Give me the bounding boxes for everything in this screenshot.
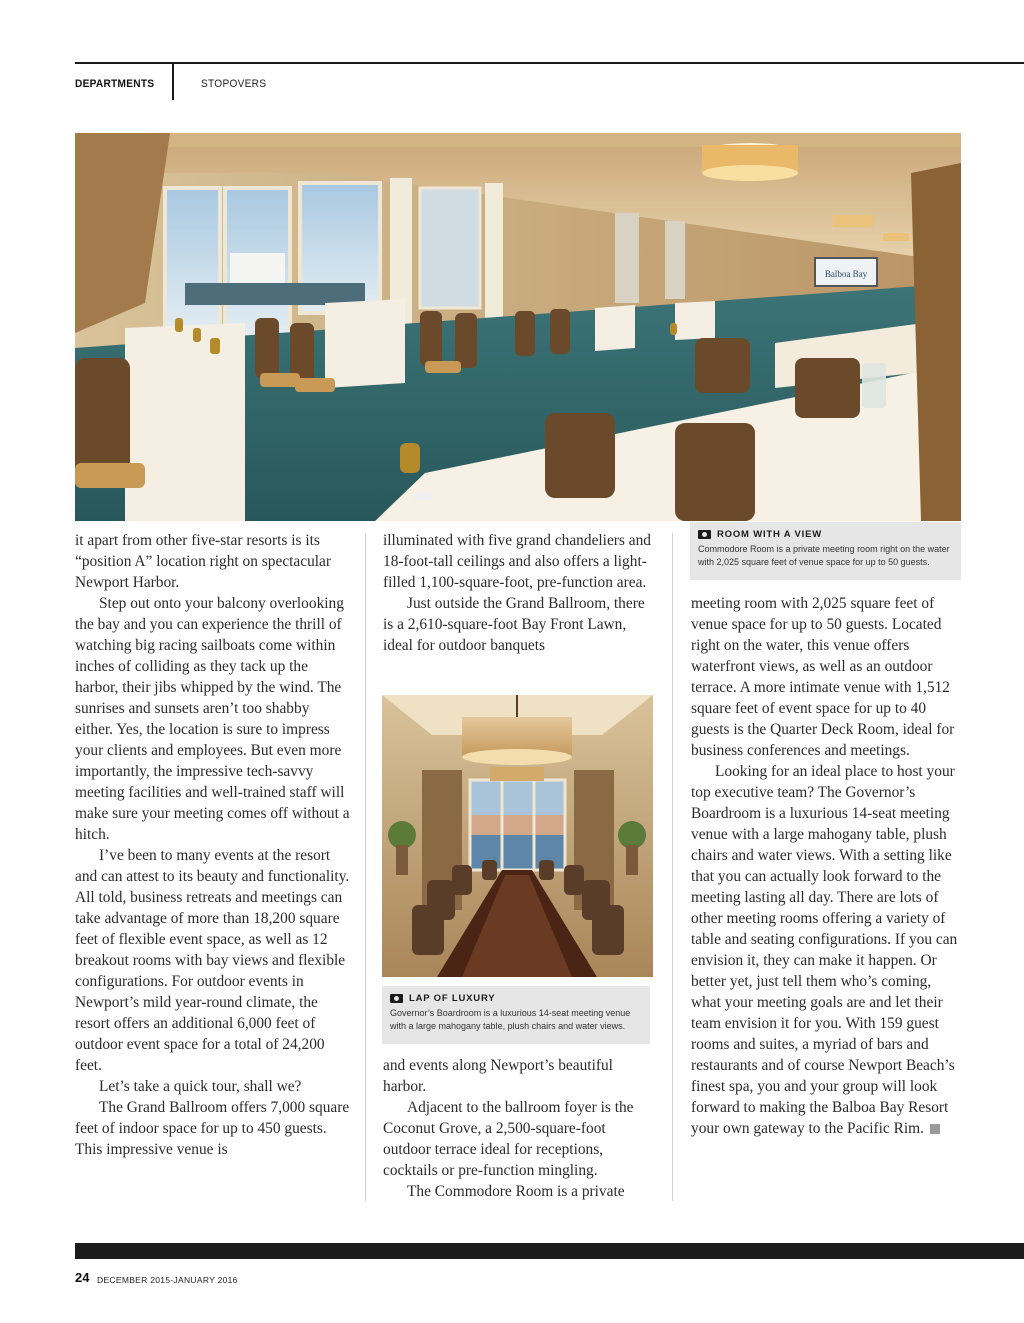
paragraph: Let’s take a quick tour, shall we?	[99, 1078, 302, 1095]
paragraph: and events along Newport’s beautiful harbor.	[383, 1057, 613, 1095]
camera-icon	[390, 994, 403, 1003]
caption-title: LAP OF LUXURY	[409, 993, 496, 1004]
end-mark-icon	[930, 1124, 940, 1134]
screen-logo: Balboa Bay	[824, 269, 868, 279]
department-label: STOPOVERS	[201, 78, 267, 90]
paragraph: illuminated with five grand chandeliers and 18-foot-tall ceilings and also offers a light-filled 1,100-square-foot, pre-function area.	[383, 532, 651, 591]
column-2-bottom	[383, 1055, 655, 1202]
caption-body: Commodore Room is a private meeting room right on the water with 2,025 square feet of venue space for up to 50 guests.	[698, 544, 950, 567]
section-label: DEPARTMENTS	[75, 78, 155, 90]
paragraph: The Commodore Room is a private	[407, 1183, 625, 1200]
paragraph	[691, 761, 963, 1139]
issue-date: DECEMBER 2015-JANUARY 2016	[97, 1275, 238, 1285]
column-3	[691, 593, 963, 1139]
paragraph: meeting room with 2,025 square feet of venue space for up to 50 guests. Located right on the water, this venue offers waterfront views, as well as an outdoor terrace. A more intimate venue with 1,512 square feet of event space for up to 40 guests is the Quarter Deck Room, ideal for business conferences and meetings.	[691, 595, 955, 759]
governors-boardroom-photo	[382, 695, 653, 977]
column-2-top	[383, 530, 655, 656]
column-rule	[672, 533, 673, 1201]
paragraph: The Grand Ballroom offers 7,000 square feet of indoor space for up to 450 guests. This impressive venue is	[75, 1099, 350, 1158]
caption-lap-of-luxury	[382, 986, 650, 1044]
footer-bar	[75, 1243, 1024, 1259]
paragraph: Just outside the Grand Ballroom, there is a 2,610-square-foot Bay Front Lawn, ideal for outdoor banquets	[383, 595, 645, 654]
caption-body: Governor’s Boardroom is a luxurious 14-seat meeting venue with a large mahogany table, plush chairs and water views.	[390, 1008, 631, 1031]
page-number: 24	[75, 1270, 90, 1285]
camera-icon	[698, 530, 711, 539]
paragraph: I’ve been to many events at the resort and can attest to its beauty and functionality. All told, business retreats and meetings can take advantage of more than 18,200 square feet of flexible event space, as well as 12 breakout rooms with bay views and flexible configurations. For outdoor events in Newport’s mild year-round climate, the resort offers an additional 6,000 feet of outdoor event space for a total of 24,200 feet.	[75, 847, 350, 1074]
header-rule	[75, 62, 1024, 64]
paragraph: Step out onto your balcony overlooking the bay and you can experience the thrill of watching big racing sailboats come within inches of colliding as they tack up the harbor, their jibs whipped by the wind. The sunrises and sunsets aren’t too shabby either. Yes, the location is sure to impress your clients and employees. But even more importantly, the impressive tech-savvy meeting facilities and well-trained staff will make sure your meeting comes off without a hitch.	[75, 595, 350, 843]
paragraph-text: Looking for an ideal place to host your top executive team? The Governor’s Boardroom is a luxurious 14-seat meeting venue with a large mahogany table, plush chairs and water views. With a setting like that you can actually look forward to the meeting lasting all day. There are lots of other meeting rooms offering a variety of table and seating configurations. If you can envision it, they can make it happen. Or better yet, just tell them who’s coming, what your meeting goals are and let their team envision it for you. With 159 guest rooms and suites, a myriad of bars and restaurants and of course Newport Beach’s finest spa, you and your group will look forward to making the Balboa Bay Resort your own gateway to the Pacific Rim.	[691, 763, 958, 1137]
column-1	[75, 530, 350, 1160]
paragraph: Adjacent to the ballroom foyer is the Coconut Grove, a 2,500-square-foot outdoor terrace ideal for receptions, cocktails or pre-function mingling.	[383, 1099, 634, 1179]
caption-title: ROOM WITH A VIEW	[717, 529, 822, 540]
paragraph: it apart from other five-star resorts is its “position A” location right on spectacular Newport Harbor.	[75, 532, 332, 591]
column-rule	[365, 533, 366, 1201]
caption-room-with-a-view	[690, 522, 961, 580]
header-divider	[172, 63, 174, 100]
commodore-room-photo	[75, 133, 961, 521]
